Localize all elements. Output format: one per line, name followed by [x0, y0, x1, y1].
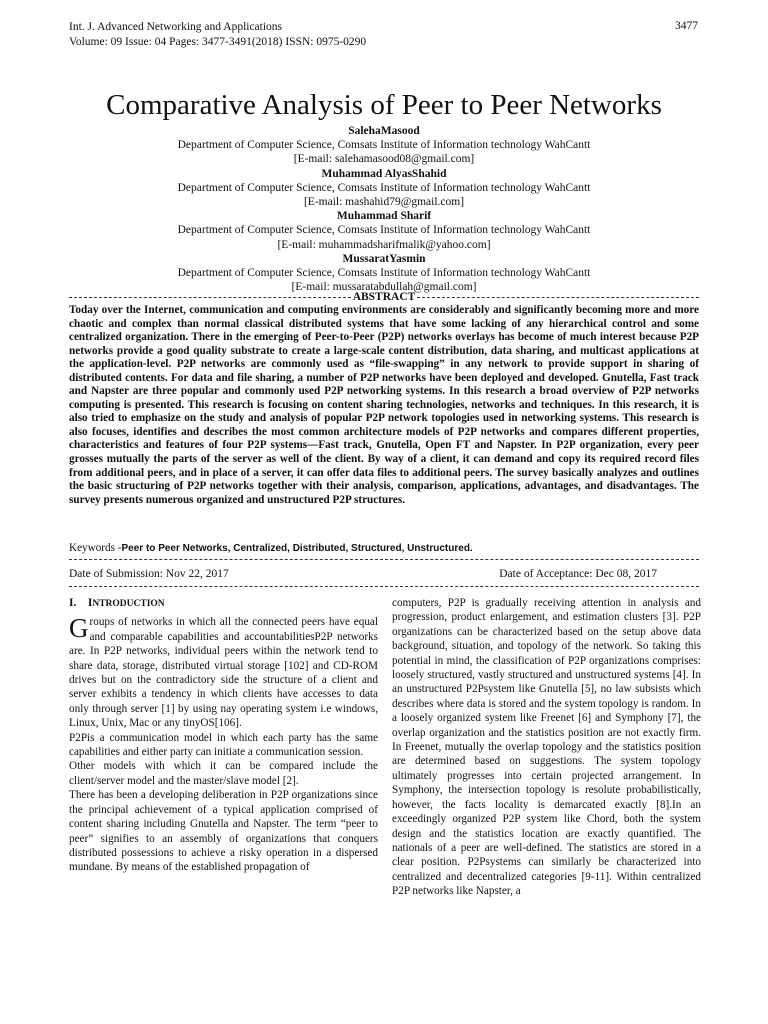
abstract-text: Today over the Internet, communication and computing environments are considerably and significantly becoming more and more chaotic and complex than normal classical distributed systems that have some lacking of any hierarchical control and some centralized organization. There in the emerging of Peer-to-Peer (P2P) networks overlays has become of much interest because P2P networks provide a good quality substrate to create a large-scale content distribution, data sharing, and multicast applications at the application-level. P2P networks are commonly used as “file-swapping” in any network to provide support in sharing of distributed contents. For data and file sharing, a number of P2P networks have been deployed and developed. Gnutella, Fast track and Napster are three popular and commonly used P2P networking systems. In this research a broad overview of P2P networks computing is presented. This research is focusing on content sharing technologies, networks and techniques. In this research, it is also tried to emphasize on the study and analysis of popular P2P network topologies used in networking systems. This research is also focuses, identifies and describes the most common architecture models of P2P networks and compares different properties, characteristics and features of four P2P systems—Fast track, Gnutella, Open FT and Napster. In P2P organization, every peer grosses mutually the parts of the server as well of the client. By way of a client, it can demand and copy its required record files from additional peers, and in place of a server, it can offer data files to additional peers. The survey basically analyzes and outlines the basic structuring of P2P networks together with their analysis, comparison, applications, advantages, and disadvantages. The survey presents numerous organized and unstructured P2P structures. [69, 304, 699, 506]
section-number: I. [69, 597, 77, 609]
paragraph: computers, P2P is gradually receiving attention in analysis and progression, product enlargement, and estimation clusters [3]. P2P organizations can be characterized based on the setup above data background, situation, and topology of the network. So taking this potential in mind, the classification of P2P organizations comprises: loosely structured, vastly structured and unstructured systems [4]. In an unstructured P2Psystem like Gnutella [5], no law subsists which describes where data is stored and the system topology is random. In a loosely organized system like Freenet [6] and Symphony [7], the overlap organization and the statistics position are not exactly firm. In Freenet, mutually the overlap topology and the statistics position are determined based on suggestions. The system topology ultimately progresses into certain projected arrangement. In Symphony, the intersection topology is resolute probabilistically, however, the facts locality is demarcated exactly [8].In an exceedingly organized P2P system like Chord, both the system design and the statistics location are exactly quantified. The nationals of a peer are well-defined. The statistics are stored in a clear position. P2Psystems can similarly be characterized into centralized and decentralized categories [9-11]. Within centralized P2P networks like Napster, a [392, 597, 701, 898]
keywords-list: Peer to Peer Networks, Centralized, Distributed, Structured, Unstructured. [121, 543, 473, 554]
author-affiliation: Department of Computer Science, Comsats Institute of Information technology WahCantt [177, 224, 591, 237]
author-email: [E-mail: salehamasood08@gmail.com] [293, 153, 475, 166]
paragraph [69, 615, 378, 730]
author-name: SalehaMasood [348, 125, 420, 137]
section-title-rest: NTRODUCTION [92, 599, 165, 609]
drop-cap: G [69, 613, 89, 644]
section-heading [69, 596, 378, 611]
volume-line: Volume: 09 Issue: 04 Pages: 3477-3491(2018) ISSN: 0975-0290 [69, 36, 367, 48]
section-title-initial: I [87, 597, 93, 609]
page-number: 3477 [675, 20, 698, 32]
dashed-rule [417, 297, 699, 298]
author-email: [E-mail: muhammadsharifmalik@yahoo.com] [277, 238, 491, 251]
author-name: Muhammad AlyasShahid [321, 167, 447, 180]
acceptance-date: Date of Acceptance: Dec 08, 2017 [499, 568, 657, 580]
left-column [69, 596, 378, 875]
paper-title: Comparative Analysis of Peer to Peer Networks [106, 89, 662, 121]
paragraph-text: roups of networks in which all the connected peers have equal and comparable capabilities and accountabilitiesP2P networks are. In P2P networks, individual peers within the network tend to share data, storage, distributed virtual storage [102] and CD-ROM drives but on the contradictory side the structure of a client and server exhibits a tendency in which clients have accesses to data only through server [1] by using nay operating system i.e windows, Linux, Unix, Mac or any tinyOS[106]. [69, 616, 378, 730]
right-column [392, 596, 701, 899]
author-name: Muhammad Sharif [336, 210, 432, 223]
paragraph: P2Pis a communication model in which each party has the same capabilities and either party can initiate a communication session. [69, 731, 378, 759]
author-affiliation: Department of Computer Science, Comsats Institute of Information technology WahCantt [177, 267, 591, 280]
keywords-line [69, 541, 699, 556]
author-name: MussaratYasmin [342, 252, 426, 265]
dashed-rule [69, 559, 699, 560]
dashed-rule [69, 297, 351, 298]
paragraph: Other models with which it can be compared include the client/server model and the master/slave model [2]. [69, 760, 378, 787]
running-header [69, 20, 366, 50]
abstract-divider [69, 290, 699, 304]
dashed-rule [69, 586, 699, 587]
dates-line [69, 568, 699, 580]
author-affiliation: Department of Computer Science, Comsats Institute of Information technology WahCantt [177, 139, 591, 152]
keywords-label: Keywords - [69, 542, 122, 554]
author-affiliation: Department of Computer Science, Comsats Institute of Information technology WahCantt [177, 181, 591, 194]
journal-name: Int. J. Advanced Networking and Applications [69, 21, 283, 33]
abstract-heading: ABSTRACT [352, 291, 416, 303]
submission-date: Date of Submission: Nov 22, 2017 [69, 568, 229, 580]
paragraph: There has been a developing deliberation in P2P organizations since the principal achievement of a typical application comprised of content sharing including Gnutella and Napster. The term “peer to peer” signifies to an assembly of organizations that conquers distributed possessions to achieve a risky operation in a dispersed mundane. By means of the established propagation of [69, 789, 378, 874]
author-email: [E-mail: mussaratabdullah@gmail.com] [291, 281, 477, 294]
author-email: [E-mail: mashahid79@gmail.com] [303, 196, 465, 209]
author-block [69, 124, 699, 294]
